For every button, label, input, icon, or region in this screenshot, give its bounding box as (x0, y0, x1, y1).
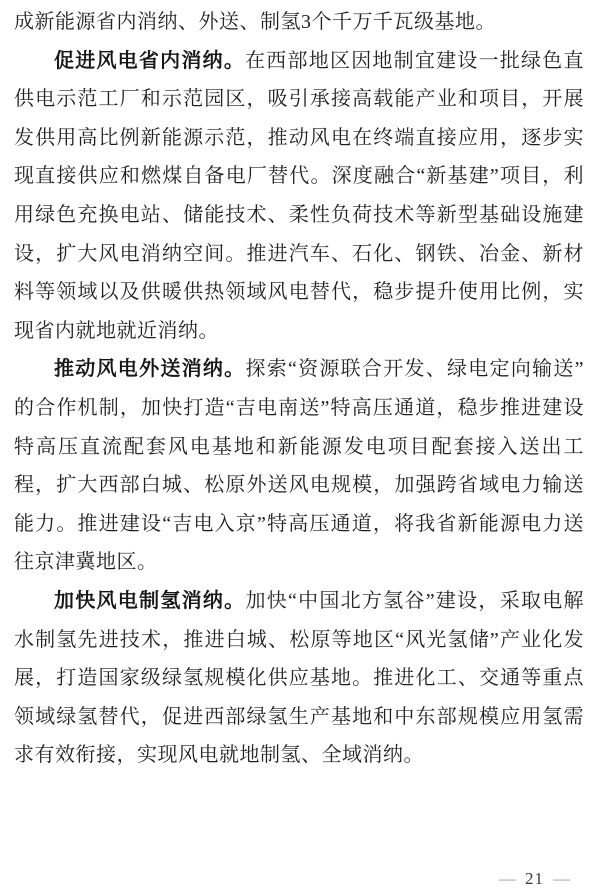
paragraph-text: 加快“中国北方氢谷”建设，采取电解水制氢先进技术，推进白城、松原等地区“风光氢储”产业化发展，打造国家级绿氢规模化供应基地。推进化工、交通等重点领域绿氢替代，促进西部绿氢生产基地和中东部规模应用氢需求有效衔接，实现风电就地制氢、全域消纳。 (14, 589, 585, 767)
page-number-dash-left: — (499, 869, 516, 888)
paragraph-text: 成新能源省内消纳、外送、制氢3个千万千瓦级基地。 (14, 11, 496, 33)
page-number-dash-right: — (553, 869, 570, 888)
paragraph-lead: 推动风电外送消纳。 (54, 358, 246, 381)
paragraph-continuation (14, 3, 584, 42)
paragraph-lead: 加快风电制氢消纳。 (54, 589, 246, 612)
page-footer (499, 869, 570, 889)
document-body (14, 3, 584, 775)
paragraph-hydrogen-production (14, 582, 584, 775)
paragraph-outbound-transmission (14, 350, 584, 582)
paragraph-provincial-consumption (14, 42, 584, 351)
paragraph-text: 在西部地区因地制宜建设一批绿色直供电示范工厂和示范园区，吸引承接高载能产业和项目，开展发供用高比例新能源示范，推动风电在终端直接应用，逐步实现直接供应和燃煤自备电厂替代。深度融合“新基建”项目，利用绿色充换电站、储能技术、柔性负荷技术等新型基础设施建设，扩大风电消纳空间。推进汽车、石化、钢铁、冶金、新材料等领域以及供暖供热领域风电替代，稳步提升使用比例，实现省内就地就近消纳。 (14, 49, 584, 342)
page-number: 21 (525, 869, 544, 888)
paragraph-text: 探索“资源联合开发、绿电定向输送”的合作机制，加快打造“吉电南送”特高压通道，稳步推进建设特高压直流配套风电基地和新能源发电项目配套接入送出工程，扩大西部白城、松原外送风电规模，加强跨省域电力输送能力。推进建设“吉电入京”特高压通道，将我省新能源电力送往京津冀地区。 (14, 358, 585, 574)
paragraph-lead: 促进风电省内消纳。 (54, 49, 246, 72)
